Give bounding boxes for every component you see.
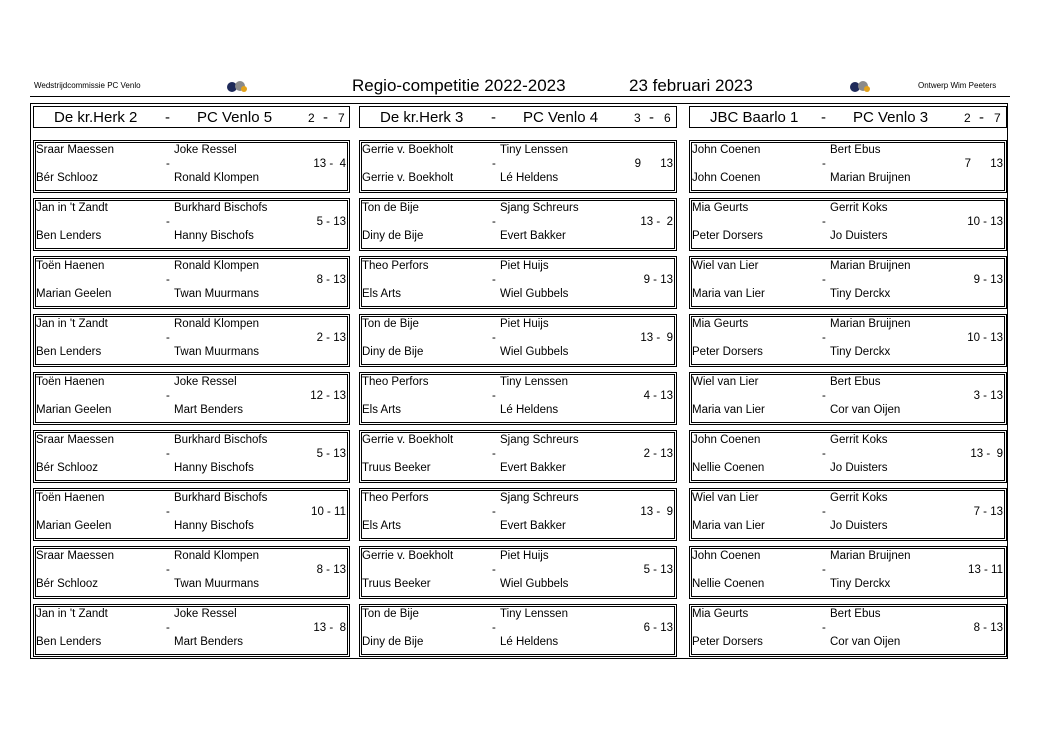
home-player-2: Gerrie v. Boekholt (362, 172, 454, 184)
player-separator: - (822, 622, 826, 634)
player-separator: - (492, 158, 496, 170)
game-box (33, 372, 350, 425)
home-player-1: Wiel van Lier (692, 260, 759, 272)
away-player-1: Joke Ressel (174, 144, 237, 156)
away-player-1: Sjang Schreurs (500, 492, 579, 504)
away-player-2: Lé Heldens (500, 404, 559, 416)
home-player-2: Peter Dorsers (692, 346, 763, 358)
away-player-2: Mart Benders (174, 404, 244, 416)
home-player-2: Diny de Bije (362, 230, 424, 242)
away-player-1: Bert Ebus (830, 144, 881, 156)
match-header (33, 106, 350, 128)
away-player-1: Piet Huijs (500, 318, 549, 330)
away-team-name: PC Venlo 4 (523, 109, 599, 126)
game-score: 13 - 8 (313, 622, 346, 634)
away-player-1: Tiny Lenssen (500, 608, 568, 620)
home-player-1: Toën Haenen (36, 492, 105, 504)
away-player-2: Hanny Bischofs (174, 520, 254, 532)
home-player-1: Theo Perfors (362, 260, 429, 272)
away-player-2: Mart Benders (174, 636, 244, 648)
game-box (33, 488, 350, 541)
home-team-name: De kr.Herk 2 (54, 109, 138, 126)
separator: - (491, 109, 496, 126)
away-player-2: Tiny Derckx (830, 288, 891, 300)
player-separator: - (822, 216, 826, 228)
home-player-2: Els Arts (362, 288, 401, 300)
game-box (359, 372, 677, 425)
game-box (359, 430, 677, 483)
game-score: 9 13 (634, 158, 673, 170)
home-player-2: Marian Geelen (36, 520, 112, 532)
away-player-2: Twan Muurmans (174, 578, 260, 590)
player-separator: - (492, 448, 496, 460)
away-player-2: Twan Muurmans (174, 288, 260, 300)
home-player-1: Gerrie v. Boekholt (362, 550, 454, 562)
game-score: 7 - 13 (973, 506, 1003, 518)
home-player-2: Peter Dorsers (692, 230, 763, 242)
away-player-1: Ronald Klompen (174, 260, 260, 272)
match-header (689, 106, 1007, 128)
petanque-balls-icon (849, 79, 871, 93)
game-box (689, 546, 1007, 599)
home-player-2: Ben Lenders (36, 346, 102, 358)
game-box (359, 488, 677, 541)
home-player-1: Toën Haenen (36, 376, 105, 388)
away-player-1: Bert Ebus (830, 376, 881, 388)
away-player-1: Marian Bruijnen (830, 550, 911, 562)
game-box (33, 430, 350, 483)
home-player-1: Theo Perfors (362, 376, 429, 388)
away-player-2: Tiny Derckx (830, 346, 891, 358)
away-player-2: Evert Bakker (500, 230, 566, 242)
game-box (33, 198, 350, 251)
header-divider (30, 96, 1010, 97)
away-player-1: Joke Ressel (174, 608, 237, 620)
game-score: 5 - 13 (643, 564, 673, 576)
game-box (689, 256, 1007, 309)
away-player-2: Lé Heldens (500, 172, 559, 184)
game-score: 6 - 13 (643, 622, 673, 634)
player-separator: - (822, 448, 826, 460)
home-player-1: Sraar Maessen (36, 550, 114, 562)
away-player-1: Gerrit Koks (830, 202, 888, 214)
game-box (33, 314, 350, 367)
game-score: 9 - 13 (973, 274, 1003, 286)
away-total-score: 7 (338, 111, 345, 125)
game-box (689, 314, 1007, 367)
home-player-2: Bér Schlooz (36, 578, 99, 590)
home-player-2: Maria van Lier (692, 404, 765, 416)
game-score: 7 13 (964, 158, 1003, 170)
game-score: 3 - 13 (973, 390, 1003, 402)
away-player-1: Gerrit Koks (830, 434, 888, 446)
game-score: 8 - 13 (316, 274, 346, 286)
game-score: 4 - 13 (643, 390, 673, 402)
away-player-2: Wiel Gubbels (500, 346, 569, 358)
away-player-2: Cor van Oijen (830, 404, 901, 416)
game-score: 9 - 13 (643, 274, 673, 286)
away-player-2: Twan Muurmans (174, 346, 260, 358)
home-player-1: Jan in 't Zandt (36, 318, 108, 330)
score-separator: - (979, 109, 984, 126)
away-player-1: Tiny Lenssen (500, 376, 568, 388)
game-box (689, 488, 1007, 541)
score-separator: - (323, 109, 328, 126)
away-player-2: Jo Duisters (830, 462, 888, 474)
game-score: 2 - 13 (316, 332, 346, 344)
away-player-1: Burkhard Bischofs (174, 492, 268, 504)
home-player-1: Ton de Bije (362, 318, 419, 330)
game-score: 8 - 13 (316, 564, 346, 576)
home-player-2: Els Arts (362, 404, 401, 416)
away-player-1: Joke Ressel (174, 376, 237, 388)
match-date: 23 februari 2023 (629, 76, 753, 95)
player-separator: - (166, 158, 170, 170)
home-player-1: Jan in 't Zandt (36, 608, 108, 620)
player-separator: - (822, 506, 826, 518)
home-player-2: John Coenen (692, 172, 761, 184)
petanque-balls-icon (226, 79, 248, 93)
away-player-2: Wiel Gubbels (500, 578, 569, 590)
game-score: 8 - 13 (973, 622, 1003, 634)
home-player-2: Marian Geelen (36, 404, 112, 416)
game-box (359, 546, 677, 599)
home-player-2: Peter Dorsers (692, 636, 763, 648)
away-player-1: Burkhard Bischofs (174, 434, 268, 446)
player-separator: - (492, 274, 496, 286)
home-player-2: Marian Geelen (36, 288, 112, 300)
home-player-2: Ben Lenders (36, 636, 102, 648)
player-separator: - (492, 332, 496, 344)
home-player-1: Mia Geurts (692, 202, 749, 214)
away-player-2: Tiny Derckx (830, 578, 891, 590)
away-player-1: Gerrit Koks (830, 492, 888, 504)
home-player-2: Bér Schlooz (36, 462, 99, 474)
away-player-1: Marian Bruijnen (830, 318, 911, 330)
game-box (689, 430, 1007, 483)
home-total-score: 2 (308, 111, 315, 125)
home-player-1: Wiel van Lier (692, 376, 759, 388)
away-player-2: Evert Bakker (500, 520, 566, 532)
away-total-score: 6 (664, 111, 671, 125)
player-separator: - (166, 448, 170, 460)
game-score: 2 - 13 (643, 448, 673, 460)
player-separator: - (492, 216, 496, 228)
home-player-2: Els Arts (362, 520, 401, 532)
away-player-1: Marian Bruijnen (830, 260, 911, 272)
player-separator: - (166, 390, 170, 402)
player-separator: - (492, 622, 496, 634)
separator: - (165, 109, 170, 126)
away-player-1: Tiny Lenssen (500, 144, 568, 156)
away-player-2: Ronald Klompen (174, 172, 260, 184)
game-score: 10 - 11 (311, 506, 346, 518)
game-box (33, 604, 350, 657)
game-score: 13 - 2 (640, 216, 673, 228)
home-player-1: John Coenen (692, 434, 761, 446)
away-total-score: 7 (994, 111, 1001, 125)
page-title: Regio-competitie 2022-2023 (352, 76, 566, 95)
game-box (33, 546, 350, 599)
game-box (359, 604, 677, 657)
home-player-1: Mia Geurts (692, 608, 749, 620)
player-separator: - (822, 332, 826, 344)
player-separator: - (492, 506, 496, 518)
game-box (689, 140, 1007, 193)
match-header (359, 106, 677, 128)
home-player-2: Diny de Bije (362, 346, 424, 358)
home-player-1: Jan in 't Zandt (36, 202, 108, 214)
game-score: 13 - 9 (640, 332, 673, 344)
away-player-1: Ronald Klompen (174, 318, 260, 330)
away-player-2: Wiel Gubbels (500, 288, 569, 300)
game-box (689, 604, 1007, 657)
player-separator: - (822, 158, 826, 170)
game-box (359, 256, 677, 309)
away-team-name: PC Venlo 3 (853, 109, 929, 126)
away-player-2: Jo Duisters (830, 230, 888, 242)
game-box (33, 140, 350, 193)
home-player-2: Maria van Lier (692, 288, 765, 300)
home-player-1: Sraar Maessen (36, 434, 114, 446)
game-score: 13 - 9 (970, 448, 1003, 460)
player-separator: - (166, 332, 170, 344)
away-player-2: Jo Duisters (830, 520, 888, 532)
player-separator: - (166, 274, 170, 286)
home-player-2: Truus Beeker (362, 578, 431, 590)
player-separator: - (492, 564, 496, 576)
game-score: 12 - 13 (310, 390, 346, 402)
player-separator: - (166, 506, 170, 518)
home-player-1: Mia Geurts (692, 318, 749, 330)
player-separator: - (166, 216, 170, 228)
home-player-2: Nellie Coenen (692, 462, 765, 474)
home-player-1: Ton de Bije (362, 608, 419, 620)
player-separator: - (822, 274, 826, 286)
away-player-2: Cor van Oijen (830, 636, 901, 648)
player-separator: - (166, 622, 170, 634)
home-total-score: 2 (964, 111, 971, 125)
home-player-2: Truus Beeker (362, 462, 431, 474)
home-player-1: Ton de Bije (362, 202, 419, 214)
home-player-2: Maria van Lier (692, 520, 765, 532)
home-player-1: Gerrie v. Boekholt (362, 434, 454, 446)
away-player-1: Ronald Klompen (174, 550, 260, 562)
player-separator: - (492, 390, 496, 402)
game-box (689, 372, 1007, 425)
home-total-score: 3 (634, 111, 641, 125)
away-player-1: Piet Huijs (500, 260, 549, 272)
away-player-1: Bert Ebus (830, 608, 881, 620)
game-box (33, 256, 350, 309)
player-separator: - (166, 564, 170, 576)
away-player-2: Marian Bruijnen (830, 172, 911, 184)
designer-label: Ontwerp Wim Peeters (918, 81, 997, 90)
organizer-label: Wedstrijdcommissie PC Venlo (34, 81, 141, 90)
game-score: 5 - 13 (316, 448, 346, 460)
away-player-2: Lé Heldens (500, 636, 559, 648)
home-player-1: Sraar Maessen (36, 144, 114, 156)
home-player-1: John Coenen (692, 144, 761, 156)
game-box (359, 140, 677, 193)
game-score: 13 - 9 (640, 506, 673, 518)
home-player-2: Diny de Bije (362, 636, 424, 648)
away-team-name: PC Venlo 5 (197, 109, 273, 126)
game-box (689, 198, 1007, 251)
game-box (359, 314, 677, 367)
home-player-1: Toën Haenen (36, 260, 105, 272)
home-player-2: Bér Schlooz (36, 172, 99, 184)
score-separator: - (649, 109, 654, 126)
home-player-2: Nellie Coenen (692, 578, 765, 590)
game-score: 13 - 4 (313, 158, 346, 170)
game-score: 13 - 11 (968, 564, 1003, 576)
separator: - (821, 109, 826, 126)
player-separator: - (822, 390, 826, 402)
home-player-1: Wiel van Lier (692, 492, 759, 504)
away-player-2: Hanny Bischofs (174, 462, 254, 474)
away-player-1: Sjang Schreurs (500, 202, 579, 214)
home-player-2: Ben Lenders (36, 230, 102, 242)
game-score: 5 - 13 (316, 216, 346, 228)
game-score: 10 - 13 (967, 216, 1003, 228)
game-box (359, 198, 677, 251)
home-player-1: Gerrie v. Boekholt (362, 144, 454, 156)
home-player-1: John Coenen (692, 550, 761, 562)
away-player-1: Sjang Schreurs (500, 434, 579, 446)
away-player-1: Burkhard Bischofs (174, 202, 268, 214)
game-score: 10 - 13 (967, 332, 1003, 344)
home-player-1: Theo Perfors (362, 492, 429, 504)
home-team-name: JBC Baarlo 1 (710, 109, 799, 126)
away-player-2: Hanny Bischofs (174, 230, 254, 242)
home-team-name: De kr.Herk 3 (380, 109, 464, 126)
player-separator: - (822, 564, 826, 576)
away-player-2: Evert Bakker (500, 462, 566, 474)
away-player-1: Piet Huijs (500, 550, 549, 562)
